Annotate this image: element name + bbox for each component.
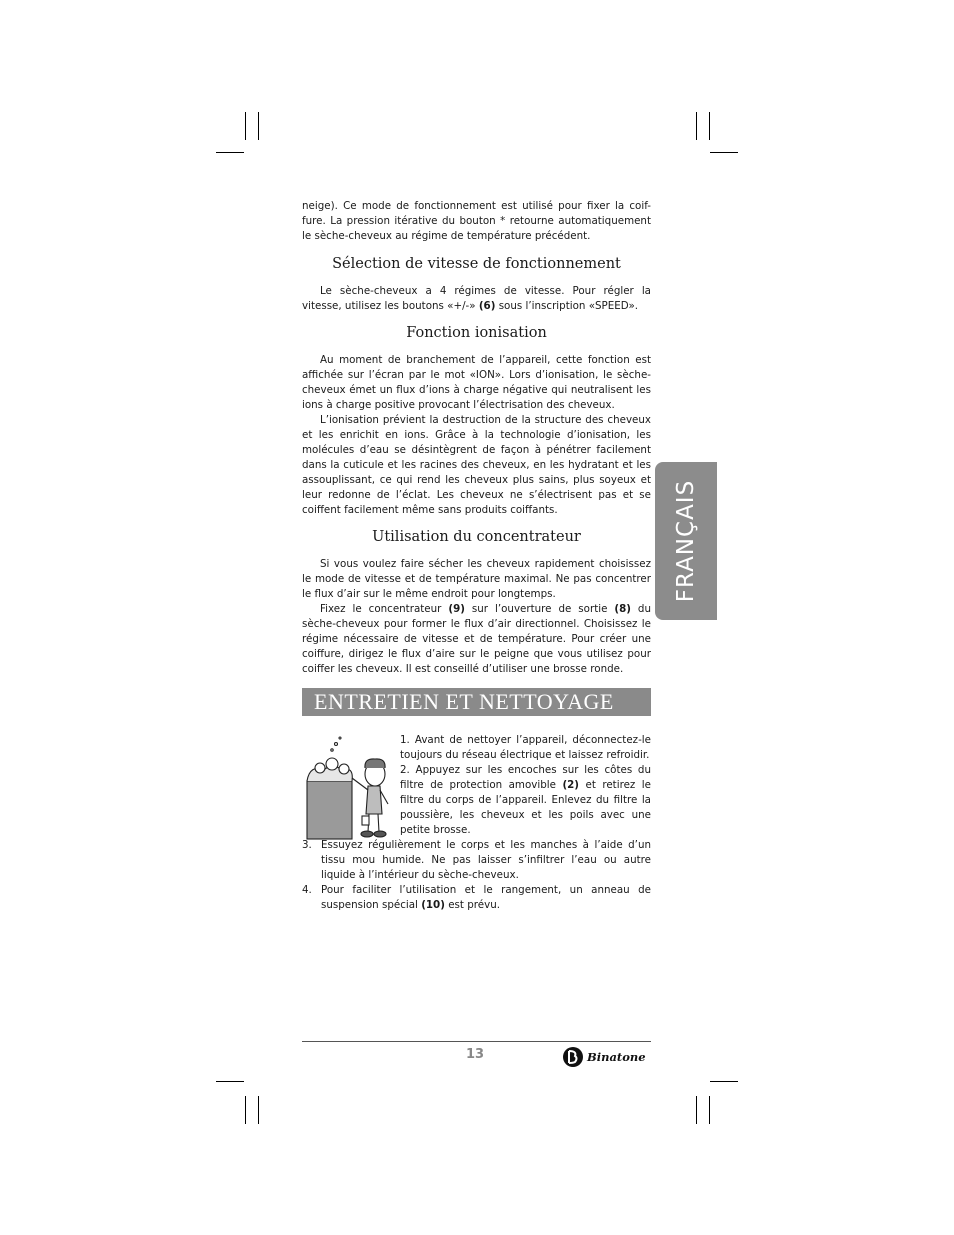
crop-mark [709,112,710,140]
part-ref: (8) [614,603,631,615]
binatone-logo-icon [562,1046,584,1068]
speed-text: sous l’inscription «SPEED». [495,300,639,312]
brand-name: Binatone [587,1050,646,1064]
crop-mark [696,1096,697,1124]
brand-logo [562,1045,652,1069]
part-ref: (6) [478,300,496,312]
page-number: 13 [465,1047,485,1062]
crop-mark [216,1081,244,1082]
concentrator-text: Fixez le concentrateur [320,603,449,615]
crop-mark [709,1096,710,1124]
speed-text: Le sèche-cheveux a 4 régimes de vitesse. Pour régler la vitesse, utilisez les boutons «+/-» [302,285,651,312]
intro-line: fure. La pression itérative du bouton * retourne automatiquement [302,215,651,227]
ion-paragraph-2: L’ionisation prévient la destruction de la structure des cheveux et les enrichit en ions. Grâce à la technologie d’ionisation, les molécules d’eau se désintègrent de façon à pénétrer facilement dans la cuticule et les racines des cheveux, en les hydratant et les assouplissant, ce qui rend les cheveux plus sains, plus soyeux et leur redonne de l’éclat. Les cheveux ne s’électrisent pas et se coiffent facilement même sans produits coiffants. [302,414,651,516]
footer-rule [302,1041,651,1042]
speed-section [302,284,651,314]
part-ref: (9) [448,603,465,615]
concentrator-text: sur l’ouverture de sortie [464,603,615,615]
crop-mark [216,152,244,153]
ion-heading: Fonction ionisation [406,325,547,341]
maintenance-steps [302,733,651,913]
crop-mark [258,112,259,140]
step-text: et retirez le filtre du corps de l’appareil. Enlevez du filtre la poussière, les cheveux et les poils avec une petite brosse. [400,779,651,836]
part-ref: (10) [421,899,445,911]
concentrator-heading: Utilisation du concentrateur [372,529,581,545]
crop-mark [245,112,246,140]
crop-mark [245,1096,246,1124]
speed-heading: Sélection de vitesse de fonctionnement [332,256,621,272]
step-text: Essuyez régulièrement le corps et les manches à l’aide d’un tissu mou humide. Ne pas laisser s’infiltrer l’eau ou autre liquide à l’intérieur du sèche-cheveux. [321,839,651,881]
crop-mark [696,112,697,140]
intro-paragraph [302,199,651,244]
step-text: 2. Appuyez sur les encoches sur les côtes du filtre de protection amovible [400,764,651,791]
crop-mark [710,1081,738,1082]
part-ref: (2) [562,779,580,791]
step-2 [400,763,651,838]
concentrator-text: du sèche-cheveux pour former le flux d’air directionnel. Choisissez le régime nécessaire de vitesse et de température. Pour créer une coiffure, dirigez le flux d’aire sur le peigne que vous utilisez pour coiffer les cheveux. Il est conseillé d’utiliser une brosse ronde. [302,603,651,675]
concentrator-paragraph-2 [302,602,651,677]
language-tab [655,462,717,620]
crop-mark [710,152,738,153]
language-tab-label: FRANÇAIS [673,479,699,603]
concentrator-section [302,557,651,677]
crop-mark [258,1096,259,1124]
step-4 [302,883,651,913]
intro-line: le sèche-cheveux au régime de température précédent. [302,230,591,242]
maintenance-banner [302,688,651,716]
step-text [321,883,651,913]
step-text-part: Pour faciliter l’utilisation et le rangement, un anneau de suspension spécial [321,884,651,911]
maintenance-banner-label: ENTRETIEN ET NETTOYAGE [314,689,614,714]
step-1: 1. Avant de nettoyer l’appareil, déconnectez-le toujours du réseau électrique et laissez refroidir. [400,734,651,761]
ion-paragraph-1: Au moment de branchement de l’appareil, cette fonction est affichée sur l’écran par le mot «ION». Lors d’ionisation, le sèche-cheveux émet un flux d’ions à charge négative qui neutralisent les ions à charge positive provocant l’électrisation des cheveux. [302,354,651,411]
concentrator-paragraph-1: Si vous voulez faire sécher les cheveux rapidement choisissez le mode de vitesse et de température maximal. Ne pas concentrer le flux d’air sur le même endroit pour longtemps. [302,558,651,600]
step-number: 3. [302,839,312,851]
ion-section [302,353,651,518]
step-text-part: est prévu. [444,899,500,911]
speed-paragraph [302,284,651,314]
intro-line: neige). Ce mode de fonctionnement est utilisé pour fixer la coif- [302,200,651,212]
step-number: 4. [302,884,312,896]
step-3 [302,838,651,883]
